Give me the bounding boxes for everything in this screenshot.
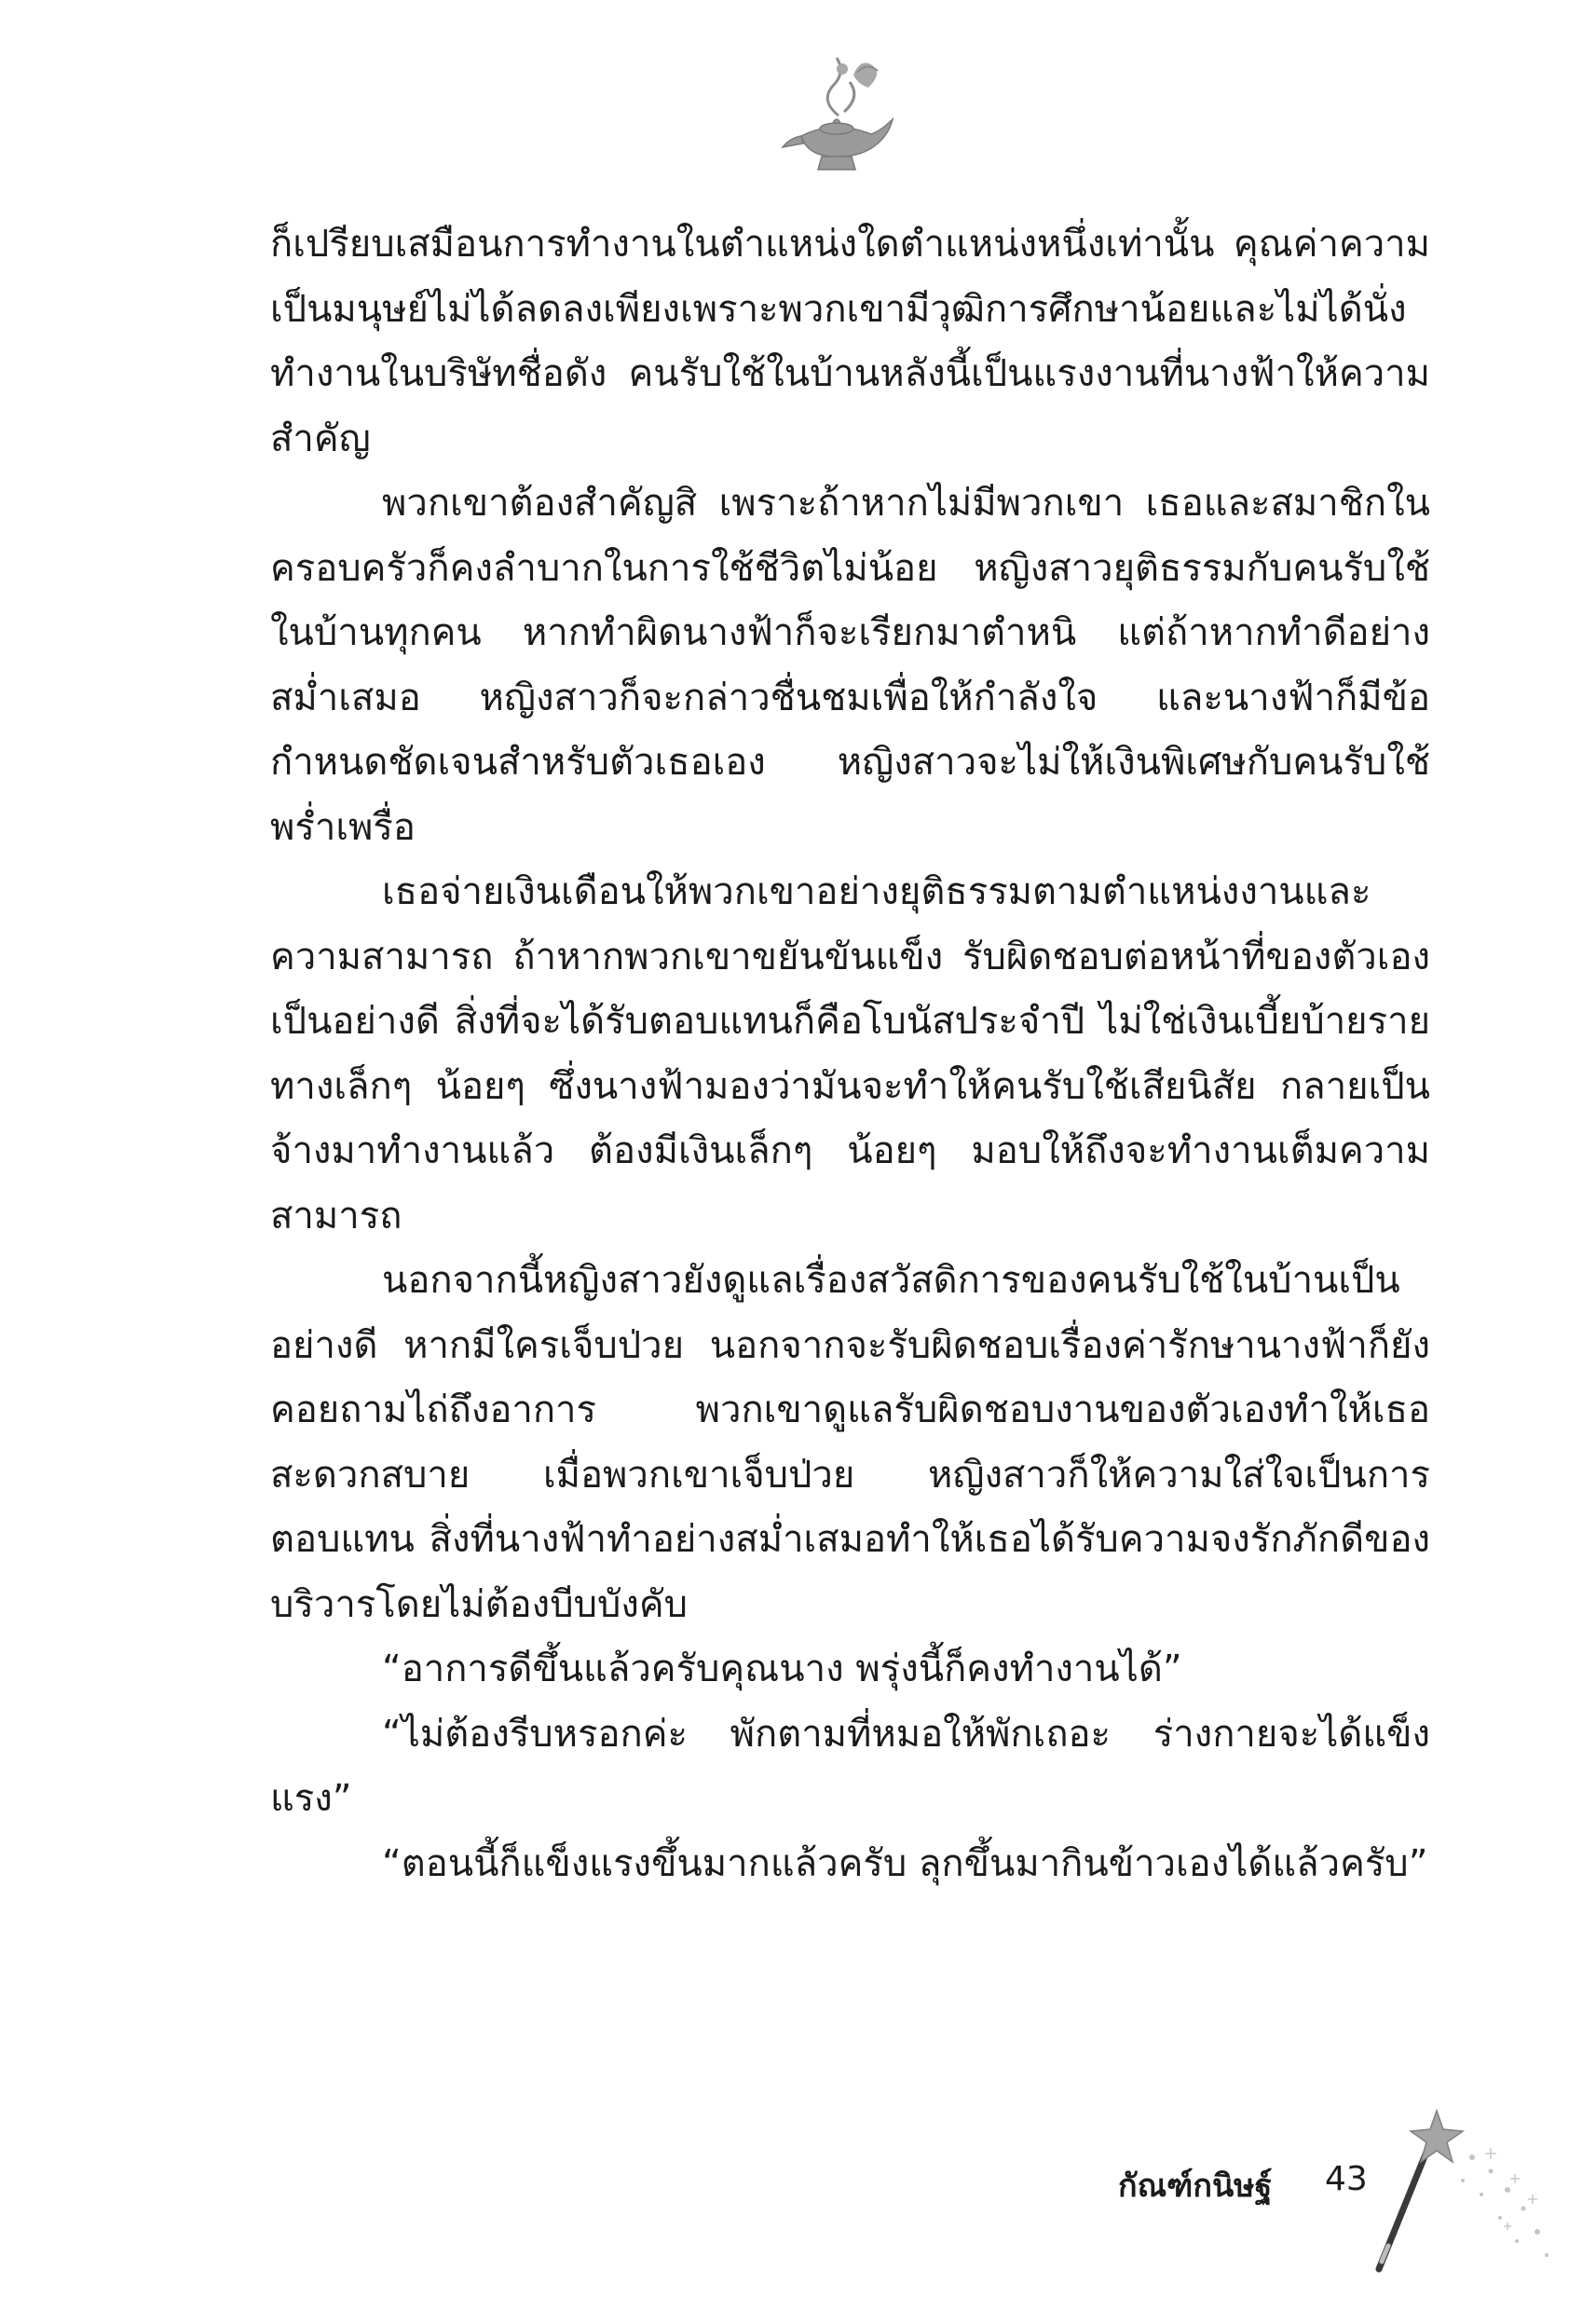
dialogue-line: “ไม่ต้องรีบหรอกค่ะ พักตามที่หมอให้พักเถอะ ร่างกายจะได้แข็งแรง” (270, 1712, 1430, 1820)
paragraph: พวกเขาต้องสำคัญสิ เพราะถ้าหากไม่มีพวกเขา เธอและสมาชิกในครอบครัวก็คงลำบากในการใช้ชีวิตไม่น้อย หญิงสาวยุติธรรมกับคนรับใช้ในบ้านทุกคน หากทำผิดนางฟ้าก็จะเรียกมาตำหนิ แต่ถ้าหากทำดีอย่างสม่ำเสมอ หญิงสาวก็จะกล่าวชื่นชมเพื่อให้กำลังใจ และนางฟ้าก็มีข้อกำหนดชัดเจนสำหรับตัวเธอเอง หญิงสาวจะไม่ให้เงินพิเศษกับคนรับใช้พร่ำเพรื่อ (270, 482, 1430, 849)
paragraph: เธอจ่ายเงินเดือนให้พวกเขาอย่างยุติธรรมตามตำแหน่งงานและความสามารถ ถ้าหากพวกเขาขยันขันแข็ง รับผิดชอบต่อหน้าที่ของตัวเองเป็นอย่างดี สิ่งที่จะได้รับตอบแทนก็คือโบนัสประจำปี ไม่ใช่เงินเบี้ยบ้ายรายทางเล็กๆ น้อยๆ ซึ่งนางฟ้ามองว่ามันจะทำให้คนรับใช้เสียนิสัย กลายเป็นจ้างมาทำงานแล้ว ต้องมีเงินเล็กๆ น้อยๆ มอบให้ถึงจะทำงานเต็มความสามารถ (270, 870, 1430, 1238)
dialogue-line: “ตอนนี้ก็แข็งแรงขึ้นมากแล้วครับ ลุกขึ้นมากินข้าวเองได้แล้วครับ” (382, 1841, 1428, 1885)
page-number: 43 (1325, 2160, 1368, 2198)
document-body (270, 212, 1430, 1896)
magic-lamp-icon (764, 45, 904, 185)
magic-wand-icon (1351, 2092, 1565, 2278)
dialogue-line: “อาการดีขึ้นแล้วครับคุณนาง พรุ่งนี้ก็คงทำงานได้” (382, 1648, 1182, 1690)
book-title: กัณฑ์กนิษฐ์ (1118, 2167, 1273, 2205)
paragraph: ก็เปรียบเสมือนการทำงานในตำแหน่งใดตำแหน่งหนึ่งเท่านั้น คุณค่าความเป็นมนุษย์ไม่ได้ลดลงเพียงเพราะพวกเขามีวุฒิการศึกษาน้อยและไม่ได้นั่งทำงานในบริษัทชื่อดัง คนรับใช้ในบ้านหลังนี้เป็นแรงงานที่นางฟ้าให้ความสำคัญ (270, 223, 1430, 460)
paragraph: นอกจากนี้หญิงสาวยังดูแลเรื่องสวัสดิการของคนรับใช้ในบ้านเป็นอย่างดี หากมีใครเจ็บป่วย นอกจากจะรับผิดชอบเรื่องค่ารักษานางฟ้าก็ยังคอยถามไถ่ถึงอาการ พวกเขาดูแลรับผิดชอบงานของตัวเองทำให้เธอสะดวกสบาย เมื่อพวกเขาเจ็บป่วย หญิงสาวก็ให้ความใส่ใจเป็นการตอบแทน สิ่งที่นางฟ้าทำอย่างสม่ำเสมอทำให้เธอได้รับความจงรักภักดีของบริวารโดยไม่ต้องบีบบังคับ (270, 1259, 1430, 1626)
